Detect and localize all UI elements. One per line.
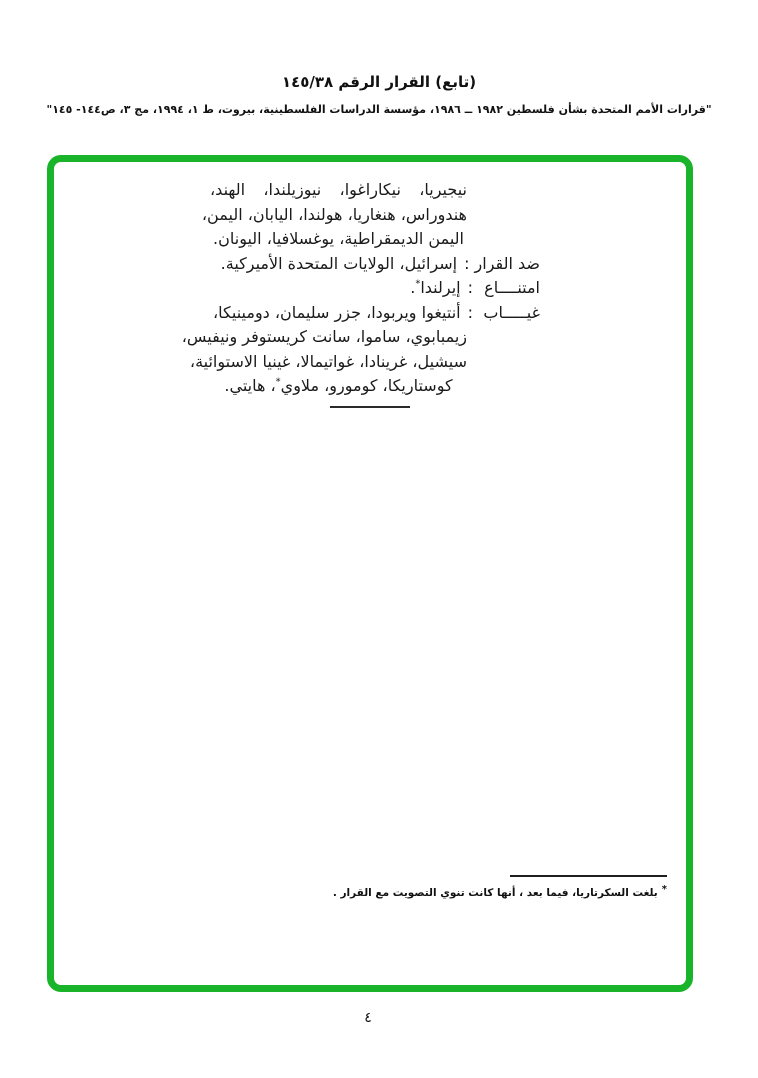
against-colon: : bbox=[464, 253, 470, 273]
absent-colon: : bbox=[467, 302, 473, 322]
with-list-continuation-line-2: هندوراس، هنغاريا، هولندا، اليابان، اليمن، bbox=[201, 204, 467, 224]
against-countries: إسرائيل، الولايات المتحدة الأميركية. bbox=[220, 253, 458, 273]
footnote-reference-asterisk: * bbox=[275, 376, 281, 388]
document-title: (تابع) القرار الرقم ١٤٥/٣٨ bbox=[281, 73, 477, 91]
absent-countries-line-4-tail: ، هايتي. bbox=[224, 376, 276, 395]
abstain-countries: إيرلندا bbox=[420, 278, 461, 297]
abstain-period: . bbox=[410, 278, 416, 297]
footnote-divider bbox=[510, 875, 667, 877]
highlight-annotation-box bbox=[47, 155, 693, 992]
footnote-asterisk: * bbox=[661, 883, 667, 895]
against-row bbox=[203, 252, 540, 277]
footnote bbox=[332, 883, 667, 899]
against-label: ضد القرار bbox=[474, 253, 540, 273]
absent-countries-line-4 bbox=[210, 374, 467, 399]
absent-countries-line-1: أنتيغوا ويربودا، جزر سليمان، دومينيكا، bbox=[213, 302, 461, 322]
abstain-row bbox=[203, 276, 540, 301]
source-citation: "قرارات الأمم المتحدة بشأن فلسطين ١٩٨٢ ــ ١٩٨٦، مؤسسة الدراسات الفلسطينية، بيروت، ط ١، ١٩٩٤، مج ٣، ص١٤٤- ١٤٥" bbox=[46, 103, 712, 116]
footnote-reference-asterisk: * bbox=[415, 278, 421, 290]
with-list-continuation-line-3: اليمن الديمقراطية، يوغسلافيا، اليونان. bbox=[213, 229, 464, 248]
section-end-divider bbox=[330, 406, 410, 408]
footnote-text: بلغت السكرتاريا، فيما بعد ، أنها كانت تنوي التصويت مع القرار . bbox=[332, 887, 658, 899]
absent-row bbox=[203, 301, 540, 326]
with-list-continuation-line-1: نيجيريا، نيكاراغوا، نيوزيلندا، الهند، bbox=[210, 180, 467, 199]
voting-record-block bbox=[181, 178, 540, 408]
page-number: ٤ bbox=[364, 1010, 372, 1026]
absent-countries-line-3: سيشيل، غرينادا، غواتيمالا، غينيا الاستوائية، bbox=[189, 351, 467, 371]
abstain-colon: : bbox=[467, 278, 473, 297]
abstain-label: امتنــــاع bbox=[484, 278, 540, 297]
absent-label: غيـــــاب bbox=[483, 302, 540, 322]
absent-countries-line-2: زيمبابوي، ساموا، سانت كريستوفر ونيفيس، bbox=[181, 327, 467, 346]
absent-countries-line-4-text: كوستاريكا، كومورو، ملاوي bbox=[280, 376, 453, 395]
